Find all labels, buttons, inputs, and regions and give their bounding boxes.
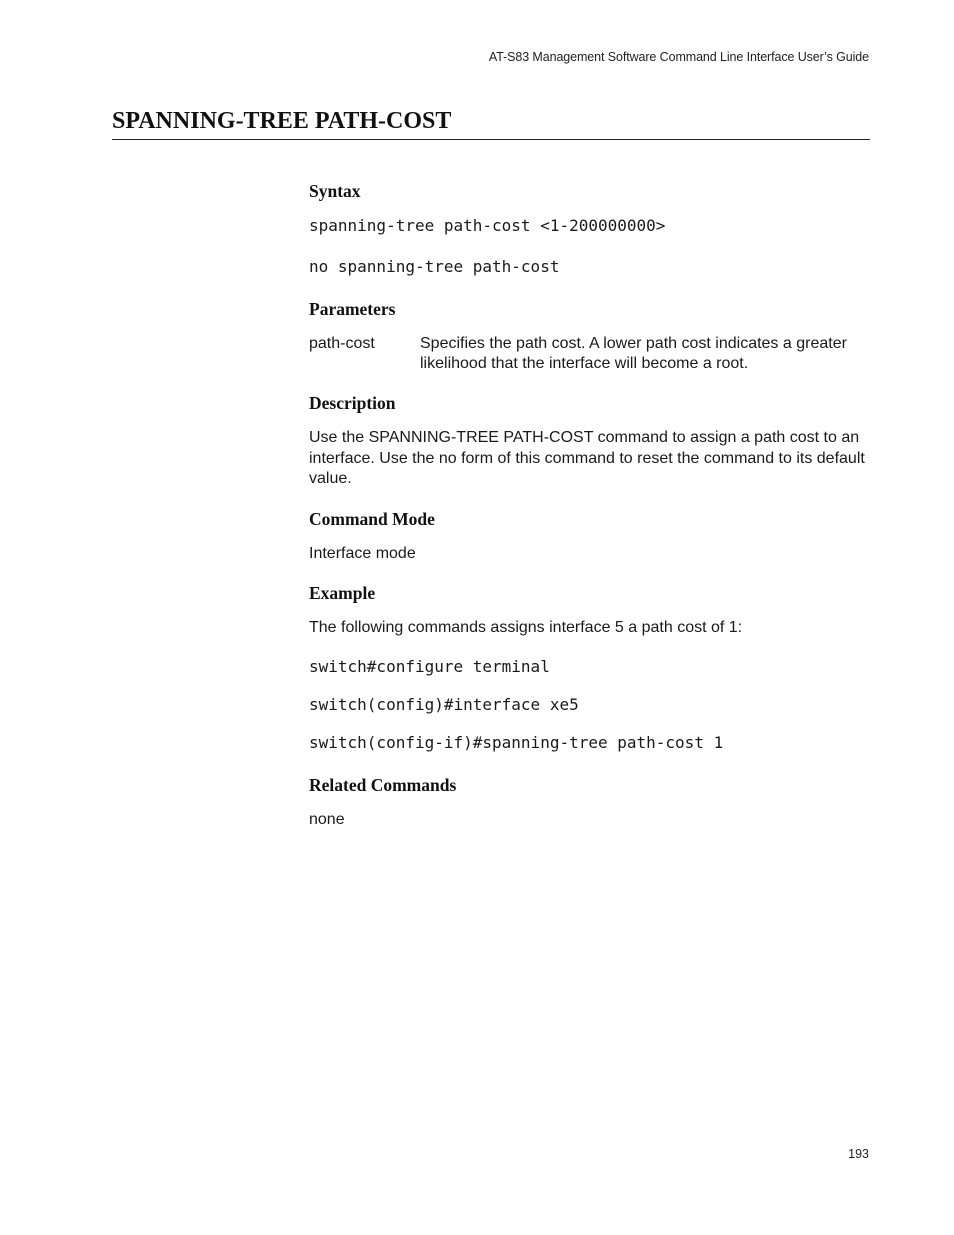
description-text: Use the SPANNING-TREE PATH-COST command to assign a path cost to an interface. Use the no form of this command to reset the command to its default value. (309, 429, 865, 487)
example-command: switch(config)#interface xe5 (309, 694, 579, 714)
syntax-line: no spanning-tree path-cost (309, 257, 560, 276)
page-title: SPANNING-TREE PATH-COST (112, 107, 870, 140)
example-command: switch#configure terminal (309, 656, 550, 676)
parameter-name: path-cost (309, 335, 375, 352)
description-heading: Description (309, 393, 396, 413)
parameters-heading: Parameters (309, 299, 396, 319)
main-content (309, 180, 871, 848)
example-command: switch(config-if)#spanning-tree path-cost 1 (309, 732, 724, 752)
running-header: AT-S83 Management Software Command Line Interface User’s Guide (488, 50, 869, 64)
page-number: 193 (848, 1147, 869, 1161)
syntax-line: spanning-tree path-cost <1-200000000> (309, 216, 666, 235)
parameter-description: Specifies the path cost. A lower path cost indicates a greater likelihood that the interface will become a root. (420, 335, 847, 372)
command-mode-text: Interface mode (309, 544, 416, 562)
related-commands-text: none (309, 810, 345, 828)
parameter-row (309, 334, 871, 374)
example-intro: The following commands assigns interface 5 a path cost of 1: (309, 619, 743, 636)
related-commands-heading: Related Commands (309, 774, 457, 795)
command-mode-heading: Command Mode (309, 508, 435, 529)
syntax-heading: Syntax (309, 181, 361, 201)
example-heading: Example (309, 583, 376, 603)
